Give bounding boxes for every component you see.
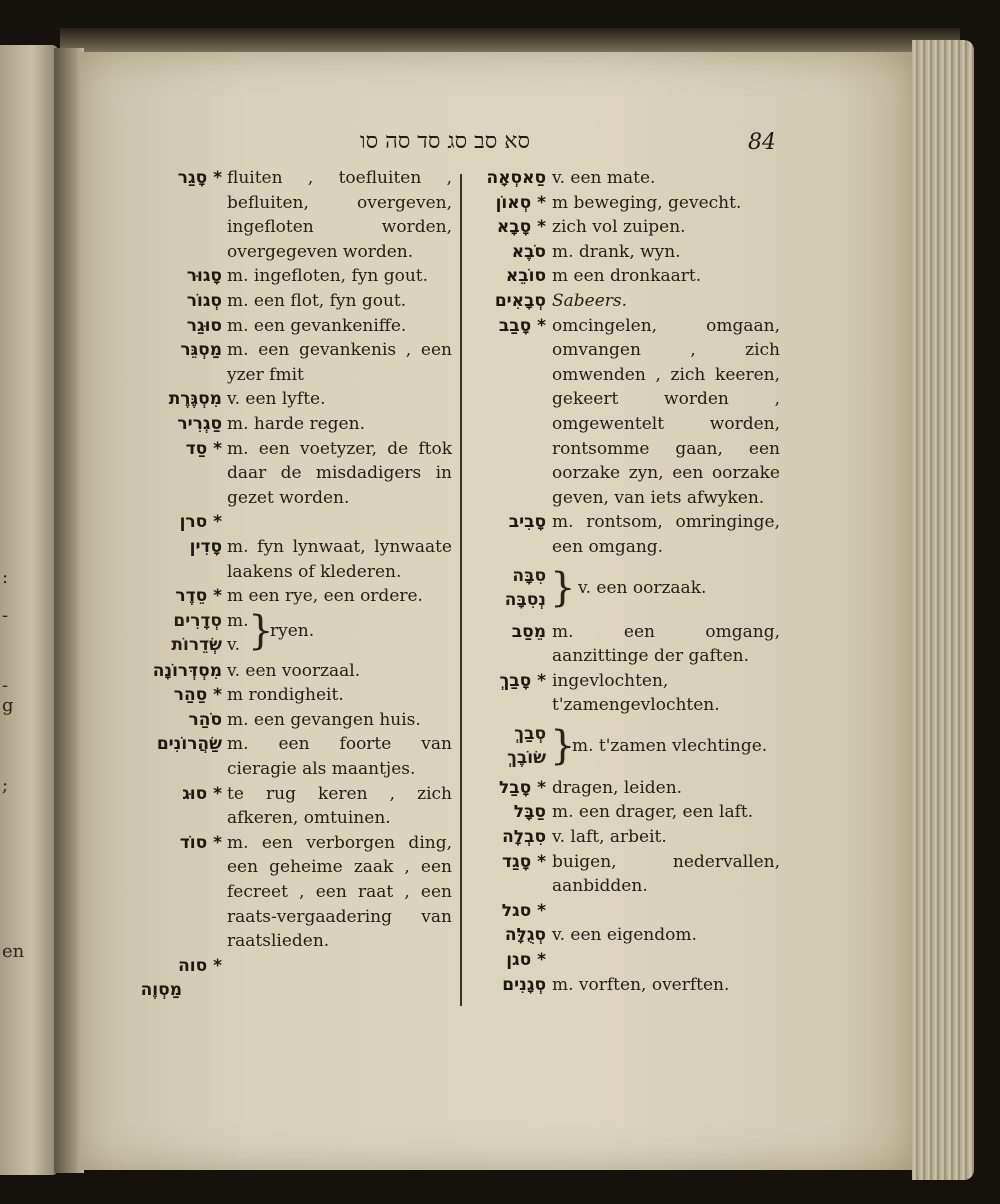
definition: fluiten , toefluiten , befluiten, overgeven, ingefloten worden, overgegeven worden. bbox=[227, 168, 452, 262]
dictionary-entry bbox=[468, 973, 780, 998]
dictionary-entry bbox=[90, 683, 452, 708]
right-column bbox=[468, 166, 780, 997]
brace-group bbox=[468, 564, 780, 620]
dictionary-entry bbox=[468, 923, 780, 948]
hebrew-headword: * סָבַל bbox=[498, 777, 546, 798]
definition: m. ingefloten, fyn gout. bbox=[227, 266, 429, 287]
definition: m beweging, gevecht. bbox=[552, 192, 742, 213]
brace-icon: } bbox=[248, 607, 274, 654]
dictionary-entry bbox=[468, 215, 780, 240]
hebrew-headword: * סְאוֹן bbox=[495, 192, 546, 213]
dictionary-entry bbox=[90, 510, 452, 535]
hebrew-headword: סְגוֹר bbox=[186, 290, 222, 311]
hebrew-headword: סְדָרִים bbox=[173, 610, 222, 631]
hebrew-headword: * סָבַךְ bbox=[499, 670, 546, 691]
gender-stack bbox=[227, 609, 249, 658]
dictionary-entry bbox=[468, 899, 780, 924]
definition: m een dronkaart. bbox=[552, 266, 702, 287]
hebrew-headword: סְבָאִים bbox=[494, 290, 546, 311]
hebrew-headword: שׂוֹבֶךְ bbox=[507, 748, 546, 769]
hebrew-headword: סִבָּה bbox=[512, 565, 546, 586]
hebrew-headword: סָבִיב bbox=[508, 512, 546, 533]
edge-mark: ; bbox=[2, 775, 9, 796]
brace-definition: v. een oorzaak. bbox=[578, 577, 707, 598]
brace-icon: } bbox=[550, 564, 576, 611]
definition: v. laft, arbeit. bbox=[552, 827, 667, 848]
definition: m. vorften, overften. bbox=[552, 974, 730, 995]
dictionary-entry bbox=[90, 659, 452, 684]
hebrew-headword: * סָגַר bbox=[177, 168, 222, 188]
hebrew-headword-stack bbox=[468, 564, 546, 613]
hebrew-headword: * סוֹד bbox=[179, 832, 222, 853]
dictionary-entry bbox=[90, 708, 452, 733]
dictionary-entry bbox=[90, 314, 452, 339]
definition: m een rye, een ordere. bbox=[227, 586, 423, 607]
definition: v. een lyfte. bbox=[227, 389, 326, 410]
dictionary-entry bbox=[90, 831, 452, 954]
dictionary-entry bbox=[468, 314, 780, 511]
edge-mark: g bbox=[2, 695, 14, 716]
definition: v. een voorzaal. bbox=[227, 660, 361, 681]
dictionary-entry bbox=[468, 800, 780, 825]
definition: buigen, nedervallen, aanbidden. bbox=[552, 851, 780, 897]
definition: m. harde regen. bbox=[227, 413, 365, 434]
hebrew-headword: * סֵדֶר bbox=[175, 586, 222, 607]
hebrew-headword: סֹבֶא bbox=[511, 241, 546, 262]
dictionary-entry bbox=[468, 240, 780, 265]
dictionary-entry bbox=[468, 620, 780, 669]
hebrew-headword: סָגוּר bbox=[186, 266, 222, 287]
dictionary-entry bbox=[468, 264, 780, 289]
previous-page-edge bbox=[0, 45, 58, 1175]
hebrew-headword-stack bbox=[468, 722, 546, 771]
hebrew-headword: מַסְגֵּר bbox=[180, 340, 222, 361]
hebrew-headword: מַסְוֶה bbox=[140, 980, 182, 1001]
hebrew-headword: סָדִין bbox=[189, 536, 222, 557]
header-letters: סא סב סג סד סה סו bbox=[360, 129, 530, 154]
definition: m rondigheit. bbox=[227, 685, 344, 706]
edge-mark: - bbox=[2, 605, 9, 626]
hebrew-headword: מֵסַב bbox=[511, 621, 546, 642]
definition: m. een foorte van cieragie als maantjes. bbox=[227, 734, 452, 780]
hebrew-headword: * סוּג bbox=[182, 783, 222, 804]
dictionary-entry bbox=[90, 954, 452, 979]
definition: m. rontsom, omringinge, een omgang. bbox=[552, 512, 780, 557]
hebrew-headword: שְׂדֵרוֹת bbox=[171, 635, 222, 656]
dictionary-entry bbox=[90, 387, 452, 412]
definition: Sabeers. bbox=[552, 290, 628, 311]
hebrew-headword: * סַהַר bbox=[173, 685, 222, 706]
hebrew-headword: * סרן bbox=[179, 512, 222, 533]
page-number: 84 bbox=[748, 130, 776, 155]
hebrew-headword: סַגְרִיר bbox=[177, 413, 222, 434]
brace-group bbox=[90, 609, 452, 659]
gender-label: m. bbox=[227, 610, 249, 631]
hebrew-headword: סוֹבֵא bbox=[505, 266, 546, 287]
dictionary-entry bbox=[468, 289, 780, 314]
hebrew-headword: סְבַךְ bbox=[514, 723, 546, 744]
page-header bbox=[0, 126, 1000, 166]
brace-group bbox=[468, 722, 780, 776]
dictionary-entry bbox=[90, 166, 452, 264]
hebrew-headword: מִסְדְּרוֹנָה bbox=[152, 660, 222, 681]
hebrew-headword: * סוה bbox=[178, 955, 222, 976]
hebrew-headword: סְגֻלָּה bbox=[504, 925, 546, 946]
dictionary-entry bbox=[468, 669, 780, 718]
definition: zich vol zuipen. bbox=[552, 217, 686, 238]
dictionary-entry bbox=[90, 535, 452, 584]
definition: m. een gevangen huis. bbox=[227, 709, 421, 730]
gender-label: v. bbox=[227, 635, 240, 656]
edge-mark: - bbox=[2, 675, 9, 696]
dictionary-entry bbox=[468, 510, 780, 559]
hebrew-headword: * סָבָא bbox=[496, 217, 546, 238]
definition: dragen, leiden. bbox=[552, 777, 683, 798]
page-stack-edge bbox=[912, 40, 974, 1180]
hebrew-headword: מִסְגֶּרֶת bbox=[168, 389, 222, 410]
hebrew-headword: סוּגַר bbox=[186, 315, 222, 336]
definition: m. een verborgen ding, een geheime zaak , een fecreet , een raat , een raats-vergaadering van raatslieden. bbox=[227, 832, 452, 952]
dictionary-entry bbox=[90, 584, 452, 609]
definition: m. een voetyzer, de ftok daar de misdadigers in gezet worden. bbox=[227, 438, 452, 508]
hebrew-headword: * סַד bbox=[185, 438, 222, 459]
definition: m. een omgang, aanzittinge der gaften. bbox=[552, 621, 780, 667]
dictionary-entry bbox=[468, 825, 780, 850]
hebrew-headword: סִבְלָה bbox=[502, 827, 546, 848]
dictionary-entry bbox=[90, 978, 452, 1003]
dictionary-entry bbox=[468, 776, 780, 801]
dictionary-entry bbox=[468, 166, 780, 191]
dictionary-entry bbox=[468, 948, 780, 973]
dictionary-entry bbox=[90, 412, 452, 437]
hebrew-headword-stack bbox=[90, 609, 222, 658]
left-column bbox=[90, 166, 452, 1003]
definition: omcingelen, omgaan, omvangen , zich omwenden , zich keeren, gekeert worden , omgewentelt worden, rontsomme gaan, een oorzake zyn, een oorzake geven, van iets afwyken. bbox=[552, 315, 780, 508]
hebrew-headword: * סָגַד bbox=[502, 851, 546, 872]
brace-definition: ryen. bbox=[270, 620, 315, 641]
hebrew-headword: סַאסְאָה bbox=[486, 168, 546, 188]
edge-mark: : bbox=[2, 567, 9, 588]
definition: ingevlochten, t'zamengevlochten. bbox=[552, 670, 720, 716]
definition: m. een gevankeniffe. bbox=[227, 315, 407, 336]
definition: m. een flot, fyn gout. bbox=[227, 290, 407, 311]
dictionary-entry bbox=[468, 850, 780, 899]
definition: m. een drager, een laft. bbox=[552, 802, 754, 823]
hebrew-headword: * סגל bbox=[501, 900, 546, 921]
definition: m. fyn lynwaat, lynwaate laakens of klederen. bbox=[227, 536, 452, 582]
dictionary-entry bbox=[90, 782, 452, 831]
previous-page-edge-marks bbox=[0, 45, 58, 1175]
definition: m. drank, wyn. bbox=[552, 241, 681, 262]
definition: te rug keren , zich afkeren, omtuinen. bbox=[227, 783, 452, 829]
dictionary-entry bbox=[90, 264, 452, 289]
dictionary-entry bbox=[90, 437, 452, 511]
dictionary-entry bbox=[90, 338, 452, 387]
hebrew-headword: סַבָּל bbox=[513, 802, 546, 823]
brace-icon: } bbox=[550, 722, 576, 769]
dictionary-entry bbox=[90, 289, 452, 314]
hebrew-headword: * סגן bbox=[506, 950, 546, 971]
hebrew-headword: * סָבַב bbox=[498, 315, 546, 336]
definition: v. een mate. bbox=[552, 168, 656, 188]
hebrew-headword: שַׂהֲרוֹנִים bbox=[156, 734, 222, 755]
brace-definition: m. t'zamen vlechtinge. bbox=[572, 735, 768, 756]
dictionary-entry bbox=[90, 732, 452, 781]
column-divider bbox=[460, 174, 462, 1006]
hebrew-headword: סֹהַר bbox=[188, 709, 222, 730]
edge-mark: en bbox=[2, 941, 25, 962]
dictionary-entry bbox=[468, 191, 780, 216]
definition: m. een gevankenis , een yzer fmit bbox=[227, 340, 452, 385]
hebrew-headword: סְגָנִים bbox=[502, 974, 546, 995]
definition: v. een eigendom. bbox=[552, 925, 697, 946]
book-top-shadow bbox=[60, 28, 960, 54]
hebrew-headword: נְסִבָּה bbox=[504, 590, 546, 611]
